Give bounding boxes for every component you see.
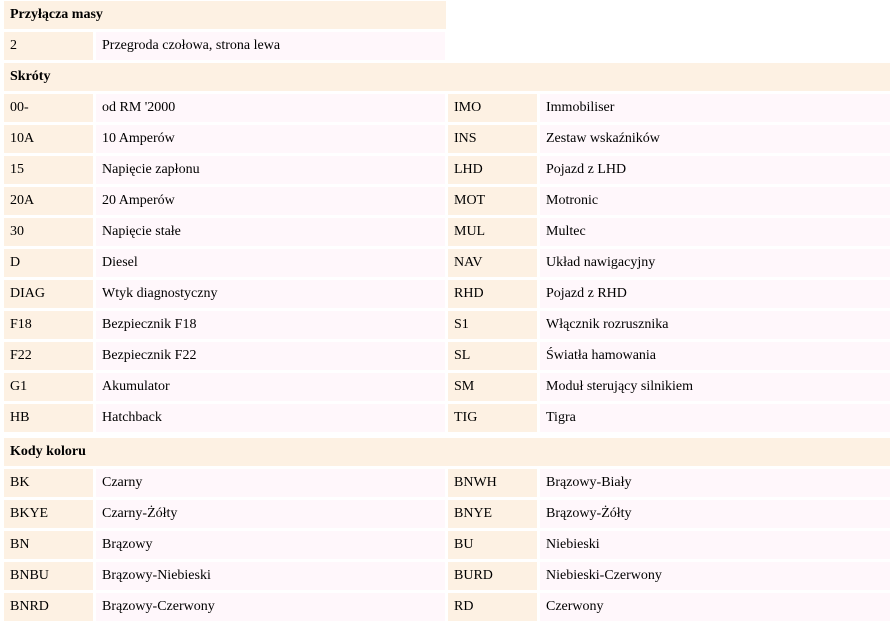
code-cell-left: 20A <box>4 187 93 215</box>
mass-code-cell: 2 <box>4 32 93 60</box>
description-cell-left: Wtyk diagnostyczny <box>96 280 445 308</box>
description-cell-left: Napięcie stałe <box>96 218 445 246</box>
code-cell-right: RD <box>448 593 537 621</box>
description-cell-right: Pojazd z LHD <box>540 156 890 184</box>
description-cell-right: Tigra <box>540 404 890 432</box>
description-cell-right: Czerwony <box>540 593 890 621</box>
description-cell-right: Niebieski-Czerwony <box>540 562 890 590</box>
code-cell-right: INS <box>448 125 537 153</box>
description-cell-left: Akumulator <box>96 373 445 401</box>
code-cell-right: SL <box>448 342 537 370</box>
code-cell-right: SM <box>448 373 537 401</box>
description-cell-left: Brązowy-Czerwony <box>96 593 445 621</box>
code-cell-right: BURD <box>448 562 537 590</box>
description-cell-left: 10 Amperów <box>96 125 445 153</box>
description-cell-left: Czarny <box>96 469 445 497</box>
description-cell-left: 20 Amperów <box>96 187 445 215</box>
section-header-mass: Przyłącza masy <box>4 1 446 29</box>
description-cell-left: Diesel <box>96 249 445 277</box>
code-cell-left: BNBU <box>4 562 93 590</box>
description-cell-right: Immobiliser <box>540 94 890 122</box>
description-cell-left: Bezpiecznik F22 <box>96 342 445 370</box>
code-cell-left: 10A <box>4 125 93 153</box>
description-cell-right: Układ nawigacyjny <box>540 249 890 277</box>
code-cell-left: 30 <box>4 218 93 246</box>
code-cell-right: LHD <box>448 156 537 184</box>
code-cell-left: DIAG <box>4 280 93 308</box>
code-cell-left: G1 <box>4 373 93 401</box>
code-cell-left: 00- <box>4 94 93 122</box>
description-cell-left: Czarny-Żółty <box>96 500 445 528</box>
section-header-color-codes: Kody koloru <box>4 438 890 466</box>
description-cell-right: Motronic <box>540 187 890 215</box>
code-cell-right: BNWH <box>448 469 537 497</box>
description-cell-left: od RM '2000 <box>96 94 445 122</box>
description-cell-right: Moduł sterujący silnikiem <box>540 373 890 401</box>
code-cell-left: BKYE <box>4 500 93 528</box>
code-cell-left: 15 <box>4 156 93 184</box>
code-cell-right: NAV <box>448 249 537 277</box>
description-cell-left: Brązowy <box>96 531 445 559</box>
code-cell-left: BNRD <box>4 593 93 621</box>
description-cell-right: Niebieski <box>540 531 890 559</box>
description-cell-right: Brązowy-Żółty <box>540 500 890 528</box>
code-cell-right: BU <box>448 531 537 559</box>
description-cell-left: Brązowy-Niebieski <box>96 562 445 590</box>
description-cell-right: Brązowy-Biały <box>540 469 890 497</box>
code-cell-left: D <box>4 249 93 277</box>
description-cell-left: Bezpiecznik F18 <box>96 311 445 339</box>
code-cell-left: BN <box>4 531 93 559</box>
code-cell-left: F22 <box>4 342 93 370</box>
code-cell-right: IMO <box>448 94 537 122</box>
code-cell-left: HB <box>4 404 93 432</box>
code-cell-right: MOT <box>448 187 537 215</box>
code-cell-right: MUL <box>448 218 537 246</box>
code-cell-right: S1 <box>448 311 537 339</box>
mass-desc-cell: Przegroda czołowa, strona lewa <box>96 32 445 60</box>
code-cell-left: F18 <box>4 311 93 339</box>
section-header-abbreviations: Skróty <box>4 63 890 91</box>
code-cell-right: BNYE <box>448 500 537 528</box>
code-cell-right: RHD <box>448 280 537 308</box>
description-cell-right: Zestaw wskaźników <box>540 125 890 153</box>
description-cell-left: Napięcie zapłonu <box>96 156 445 184</box>
description-cell-left: Hatchback <box>96 404 445 432</box>
description-cell-right: Światła hamowania <box>540 342 890 370</box>
description-cell-right: Multec <box>540 218 890 246</box>
description-cell-right: Pojazd z RHD <box>540 280 890 308</box>
code-cell-left: BK <box>4 469 93 497</box>
description-cell-right: Włącznik rozrusznika <box>540 311 890 339</box>
code-cell-right: TIG <box>448 404 537 432</box>
